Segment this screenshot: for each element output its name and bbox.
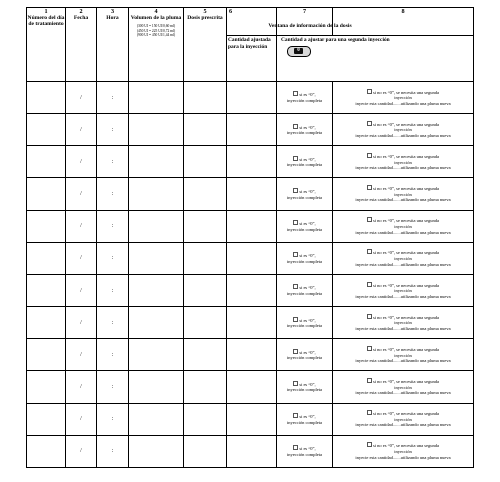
day-number-cell[interactable] (27, 210, 66, 242)
pen-volume-cell[interactable] (129, 403, 184, 435)
pen-volume-options: (300 UI = 150 UI/0,60 ml) (450 UI = 225 UI/0,72 ml) (900 UI = 450 UI/1,44 ml) (136, 24, 176, 37)
header-col-1: 1 Número del día de tratamiento (27, 8, 66, 82)
checkbox-icon[interactable] (293, 124, 298, 129)
checkbox-icon[interactable] (367, 185, 372, 190)
checkbox-icon[interactable] (293, 156, 298, 161)
day-number-cell[interactable] (27, 82, 66, 114)
date-cell[interactable]: / (66, 307, 97, 339)
second-injection-option[interactable]: si no es “0”, se necesita una segunda inyección inyecte esta cantidad.......utilizando una pluma nueva (333, 339, 474, 371)
adjusted-amount-cell[interactable] (227, 210, 277, 242)
day-number-cell[interactable] (27, 242, 66, 274)
day-number-cell[interactable] (27, 178, 66, 210)
prescribed-dose-cell[interactable] (184, 82, 227, 114)
header-col-4: 4 Volumen de la pluma (300 UI = 150 UI/0,60 ml) (450 UI = 225 UI/0,72 ml) (900 UI = 450 UI/1,44 ml) (129, 8, 184, 82)
adjusted-amount-cell[interactable] (227, 339, 277, 371)
dose-window-title: Ventana de información de la dosis (268, 23, 352, 29)
day-number-cell[interactable] (27, 371, 66, 403)
prescribed-dose-cell[interactable] (184, 146, 227, 178)
day-number-cell[interactable] (27, 403, 66, 435)
second-injection-option[interactable]: si no es “0”, se necesita una segunda inyección inyecte esta cantidad.......utilizando una pluma nueva (333, 403, 474, 435)
checkbox-icon[interactable] (367, 89, 372, 94)
table-row (27, 210, 474, 242)
prescribed-dose-cell[interactable] (184, 435, 227, 467)
complete-injection-option[interactable]: si es “0”, inyección completa (277, 242, 333, 274)
table-row (27, 178, 474, 210)
table-row (27, 339, 474, 371)
time-cell[interactable]: : (97, 82, 129, 114)
second-injection-option[interactable]: si no es “0”, se necesita una segunda inyección inyecte esta cantidad.......utilizando una pluma nueva (333, 178, 474, 210)
second-injection-option[interactable]: si no es “0”, se necesita una segunda inyección inyecte esta cantidad.......utilizando una pluma nueva (333, 114, 474, 146)
adjusted-amount-cell[interactable] (227, 242, 277, 274)
checkbox-icon[interactable] (367, 442, 372, 447)
day-number-cell[interactable] (27, 339, 66, 371)
pen-volume-cell[interactable] (129, 435, 184, 467)
time-cell[interactable]: : (97, 178, 129, 210)
complete-injection-option[interactable]: si es “0”, inyección completa (277, 210, 333, 242)
table-row (27, 371, 474, 403)
header-col-3: 3 Hora (97, 8, 129, 82)
day-number-cell[interactable] (27, 114, 66, 146)
checkbox-icon[interactable] (367, 314, 372, 319)
checkbox-icon[interactable] (293, 317, 298, 322)
time-cell[interactable]: : (97, 114, 129, 146)
prescribed-dose-cell[interactable] (184, 403, 227, 435)
adjusted-amount-header: Cantidad ajustada para la inyección (227, 36, 277, 82)
date-cell[interactable]: / (66, 339, 97, 371)
table-row (27, 146, 474, 178)
adjusted-amount-cell[interactable] (227, 178, 277, 210)
checkbox-icon[interactable] (293, 284, 298, 289)
date-cell[interactable]: / (66, 242, 97, 274)
checkbox-icon[interactable] (293, 188, 298, 193)
header-col-2: 2 Fecha (66, 8, 97, 82)
day-number-cell[interactable] (27, 146, 66, 178)
header-col-5: 5 Dosis prescrita (184, 8, 227, 82)
second-injection-header: Cantidad a ajustar para una segunda inyección 0 (277, 36, 474, 82)
prescribed-dose-cell[interactable] (184, 307, 227, 339)
prescribed-dose-cell[interactable] (184, 371, 227, 403)
header-col-6: 6 (227, 8, 277, 36)
pen-volume-cell[interactable] (129, 82, 184, 114)
time-cell[interactable]: : (97, 307, 129, 339)
date-cell[interactable]: / (66, 178, 97, 210)
date-cell[interactable]: / (66, 274, 97, 306)
second-injection-option[interactable]: si no es “0”, se necesita una segunda inyección inyecte esta cantidad.......utilizando una pluma nueva (333, 274, 474, 306)
header-col-8: 8 (333, 8, 474, 36)
checkbox-icon[interactable] (293, 349, 298, 354)
checkbox-icon[interactable] (293, 413, 298, 418)
adjusted-amount-cell[interactable] (227, 403, 277, 435)
date-cell[interactable]: / (66, 114, 97, 146)
second-injection-option[interactable]: si no es “0”, se necesita una segunda inyección inyecte esta cantidad.......utilizando una pluma nueva (333, 82, 474, 114)
day-number-cell[interactable] (27, 307, 66, 339)
table-row (27, 114, 474, 146)
table-row (27, 435, 474, 467)
prescribed-dose-cell[interactable] (184, 339, 227, 371)
date-cell[interactable]: / (66, 146, 97, 178)
day-number-cell[interactable] (27, 274, 66, 306)
checkbox-icon[interactable] (293, 381, 298, 386)
pen-volume-cell[interactable] (129, 210, 184, 242)
dose-dial-icon: 0 (287, 46, 311, 57)
complete-injection-option[interactable]: si es “0”, inyección completa (277, 274, 333, 306)
adjusted-amount-cell[interactable] (227, 114, 277, 146)
checkbox-icon[interactable] (293, 220, 298, 225)
second-injection-option[interactable]: si no es “0”, se necesita una segunda inyección inyecte esta cantidad.......utilizando una pluma nueva (333, 146, 474, 178)
adjusted-amount-cell[interactable] (227, 307, 277, 339)
complete-injection-option[interactable]: si es “0”, inyección completa (277, 114, 333, 146)
table-row (27, 242, 474, 274)
complete-injection-option[interactable]: si es “0”, inyección completa (277, 307, 333, 339)
pen-volume-cell[interactable] (129, 178, 184, 210)
day-number-cell[interactable] (27, 435, 66, 467)
time-cell[interactable]: : (97, 403, 129, 435)
time-cell[interactable]: : (97, 210, 129, 242)
checkbox-icon[interactable] (293, 252, 298, 257)
pen-volume-cell[interactable] (129, 339, 184, 371)
complete-injection-option[interactable]: si es “0”, inyección completa (277, 435, 333, 467)
time-cell[interactable]: : (97, 242, 129, 274)
checkbox-icon[interactable] (367, 410, 372, 415)
complete-injection-option[interactable]: si es “0”, inyección completa (277, 146, 333, 178)
second-injection-option[interactable]: si no es “0”, se necesita una segunda inyección inyecte esta cantidad.......utilizando una pluma nueva (333, 307, 474, 339)
adjusted-amount-cell[interactable] (227, 146, 277, 178)
pen-volume-cell[interactable] (129, 274, 184, 306)
second-injection-option[interactable]: si no es “0”, se necesita una segunda inyección inyecte esta cantidad.......utilizando una pluma nueva (333, 210, 474, 242)
prescribed-dose-cell[interactable] (184, 242, 227, 274)
table-row (27, 403, 474, 435)
checkbox-icon[interactable] (293, 445, 298, 450)
second-injection-option[interactable]: si no es “0”, se necesita una segunda inyección inyecte esta cantidad.......utilizando una pluma nueva (333, 435, 474, 467)
complete-injection-option[interactable]: si es “0”, inyección completa (277, 339, 333, 371)
complete-injection-option[interactable]: si es “0”, inyección completa (277, 403, 333, 435)
header-col-7: 7 (277, 8, 333, 36)
checkbox-icon[interactable] (367, 153, 372, 158)
checkbox-icon[interactable] (367, 217, 372, 222)
checkbox-icon[interactable] (367, 346, 372, 351)
table-row (27, 274, 474, 306)
prescribed-dose-cell[interactable] (184, 210, 227, 242)
checkbox-icon[interactable] (367, 121, 372, 126)
prescribed-dose-cell[interactable] (184, 178, 227, 210)
complete-injection-option[interactable]: si es “0”, inyección completa (277, 82, 333, 114)
second-injection-option[interactable]: si no es “0”, se necesita una segunda inyección inyecte esta cantidad.......utilizando una pluma nueva (333, 242, 474, 274)
prescribed-dose-cell[interactable] (184, 114, 227, 146)
pen-volume-cell[interactable] (129, 307, 184, 339)
pen-volume-cell[interactable] (129, 114, 184, 146)
adjusted-amount-cell[interactable] (227, 82, 277, 114)
time-cell[interactable]: : (97, 371, 129, 403)
checkbox-icon[interactable] (367, 378, 372, 383)
dose-log-table (26, 7, 474, 468)
complete-injection-option[interactable]: si es “0”, inyección completa (277, 371, 333, 403)
adjusted-amount-cell[interactable] (227, 435, 277, 467)
date-cell[interactable]: / (66, 435, 97, 467)
date-cell[interactable]: / (66, 82, 97, 114)
time-cell[interactable]: : (97, 146, 129, 178)
pen-volume-cell[interactable] (129, 371, 184, 403)
adjusted-amount-cell[interactable] (227, 371, 277, 403)
second-injection-option[interactable]: si no es “0”, se necesita una segunda inyección inyecte esta cantidad.......utilizando una pluma nueva (333, 371, 474, 403)
table-row (27, 82, 474, 114)
adjusted-amount-cell[interactable] (227, 274, 277, 306)
time-cell[interactable]: : (97, 435, 129, 467)
table-row (27, 307, 474, 339)
date-cell[interactable]: / (66, 210, 97, 242)
prescribed-dose-cell[interactable] (184, 274, 227, 306)
checkbox-icon[interactable] (367, 249, 372, 254)
date-cell[interactable]: / (66, 403, 97, 435)
time-cell[interactable]: : (97, 274, 129, 306)
pen-volume-cell[interactable] (129, 146, 184, 178)
checkbox-icon[interactable] (367, 282, 372, 287)
time-cell[interactable]: : (97, 339, 129, 371)
date-cell[interactable]: / (66, 371, 97, 403)
checkbox-icon[interactable] (293, 91, 298, 96)
complete-injection-option[interactable]: si es “0”, inyección completa (277, 178, 333, 210)
pen-volume-cell[interactable] (129, 242, 184, 274)
